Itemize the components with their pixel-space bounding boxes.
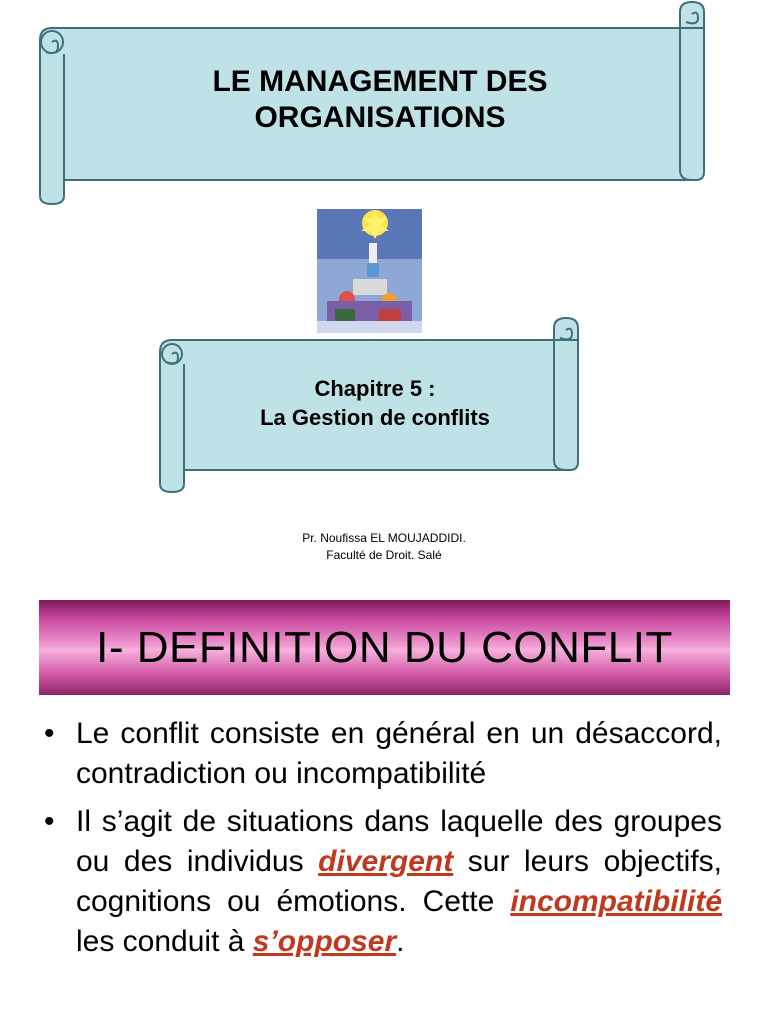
bullet-text-part: les conduit à (76, 925, 253, 958)
bullet-dot-icon: • (44, 717, 55, 750)
bullet-text-part: . (396, 925, 405, 958)
bullet-text-part: sur leurs objectifs, cognitions ou émotions. Cette (76, 845, 722, 918)
bullet-dot-icon: • (44, 805, 55, 838)
author-affiliation: Faculté de Droit. Salé (326, 548, 442, 562)
author-name: Pr. Noufissa EL MOUJADDIDI. (302, 531, 466, 545)
page-title-line1: LE MANAGEMENT DES (212, 65, 548, 98)
bullet-text: Le conflit consiste en général en un désaccord, contradiction ou incompatibilité (76, 717, 722, 790)
page-title-line2: ORGANISATIONS (254, 101, 506, 134)
chapter-title (185, 374, 565, 432)
section-heading: I- DEFINITION DU CONFLIT (96, 622, 673, 672)
author-block (184, 530, 584, 564)
chapter-name: La Gestion de conflits (260, 405, 490, 430)
list-item (40, 802, 722, 962)
chapter-number: Chapitre 5 : (314, 376, 436, 401)
highlight-incompatibilite: incompatibilité (510, 885, 722, 918)
bullet-text-part: Il s’agit de situations dans laquelle des groupes ou des individus (76, 805, 722, 878)
section-heading-banner (39, 600, 730, 695)
list-item (40, 714, 722, 794)
bullet-list (40, 714, 722, 970)
highlight-sopposer: s’opposer (252, 925, 397, 958)
highlight-divergent: divergent (318, 845, 454, 878)
